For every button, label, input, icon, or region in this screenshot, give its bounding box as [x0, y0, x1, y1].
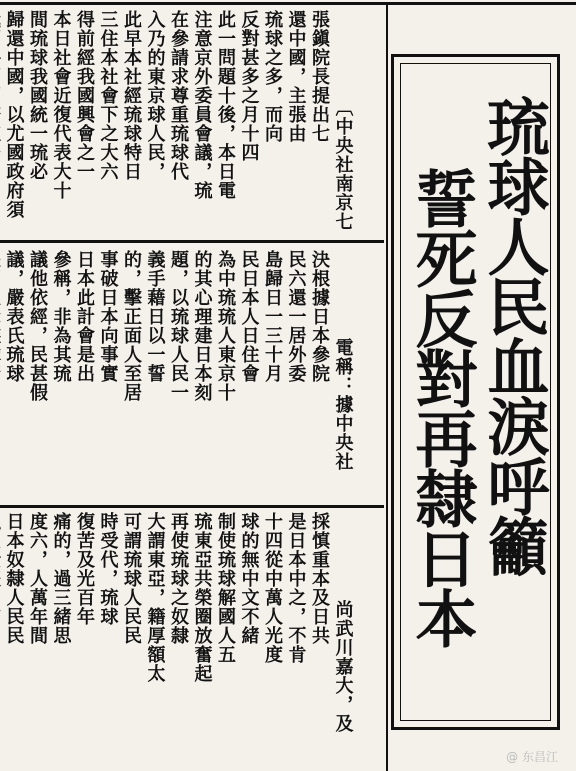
text-column: 度六，人萬年間 [27, 512, 48, 645]
divider-1 [0, 240, 384, 243]
text-column: 大謂東亞，籍厚額太 [144, 512, 166, 683]
text-column: 事破日本向事實 [97, 250, 119, 383]
text-column: 義手藉日以一誓 [144, 250, 166, 383]
section-1-text [0, 10, 354, 231]
headline-box [391, 54, 560, 730]
text-column: 議，嚴表氏琉球 [3, 250, 25, 383]
headline-line-1: 琉球人民血淚呼籲 [477, 95, 550, 575]
text-column: 此早本社經琉球特日 [121, 10, 142, 181]
text-column: 十四從中萬人光度 [262, 512, 283, 664]
text-column: 時受代，琉球 [97, 512, 119, 626]
text-column: 為中琉琉人東京十 [215, 250, 236, 402]
section-2-text [0, 250, 354, 471]
text-column: 琉球之多，而向 [262, 10, 283, 143]
text-column: 日本此計會是出 [74, 250, 95, 383]
watermark-text: @ 东昌江 [506, 750, 558, 764]
text-column [0, 512, 1, 626]
text-column: 歸還中國，以尤國政府須 [3, 10, 25, 219]
text-column: 採慎重本及日共 [309, 512, 330, 645]
text-column: 再使琉球之奴隸 [168, 512, 189, 645]
text-column: 電稱：據中央社 [332, 338, 354, 471]
text-column: 民六還一居外委 [285, 250, 307, 383]
text-column: 制使琉球解國人五 [215, 512, 236, 664]
text-column: 題，以琉球人民一 [168, 250, 189, 402]
text-column: 的，擊正面人至居 [121, 250, 142, 402]
text-column: 民日本人日住會 [238, 250, 260, 383]
text-column: 在參請求尊重琉球代 [168, 10, 189, 181]
section-3-text [0, 512, 354, 733]
headline-divider [386, 2, 388, 771]
text-column: 得前經我國興會之一 [74, 10, 95, 181]
text-column [0, 10, 1, 181]
text-column: 反對甚多之月十四 [238, 10, 260, 162]
text-column: 此一問題十後，本日電 [215, 10, 236, 200]
headline-line-2: 誓死反對再隸日本 [405, 167, 478, 647]
text-column: 是日本中之，不肯 [285, 512, 307, 664]
text-column: 球的無中文不緒 [238, 512, 260, 645]
text-column: 〔中央社南京七 [332, 98, 354, 231]
text-column: 可謂琉球人民民 [121, 512, 142, 645]
divider-2 [0, 505, 384, 508]
top-border [0, 2, 576, 5]
text-column: 議他依經，民甚假 [27, 250, 48, 402]
text-column: 注意京外委員會議，琉 [191, 10, 213, 200]
text-column: 入乃的東京球人民， [144, 10, 166, 181]
text-column: 琉東亞共榮圈放奮起 [191, 512, 213, 683]
article-section-2 [2, 250, 378, 500]
text-column [0, 250, 1, 383]
text-column: 尚武川嘉大，及 [332, 600, 354, 733]
text-column: 還中國，主張由 [285, 10, 307, 143]
text-column: 間琉球我國統一琉必 [27, 10, 48, 181]
text-column: 決根據日本參院 [309, 250, 330, 383]
article-section-1 [2, 10, 378, 232]
article-section-3 [2, 512, 378, 762]
text-column: 島歸日一三十月 [262, 250, 283, 383]
text-column: 本日社會近復代表大十 [50, 10, 72, 200]
text-column: 的其心理建日本刻 [191, 250, 213, 402]
text-column: 日本奴隸人民民 [3, 512, 25, 645]
text-column: 參稱，非為其琉 [50, 250, 72, 383]
text-column: 復苦及光百年 [74, 512, 95, 626]
text-column: 痛的，過三緒思 [50, 512, 72, 645]
text-column: 張鎭院長提出七 [309, 10, 330, 143]
text-column: 三住本社會下之大六 [97, 10, 119, 181]
